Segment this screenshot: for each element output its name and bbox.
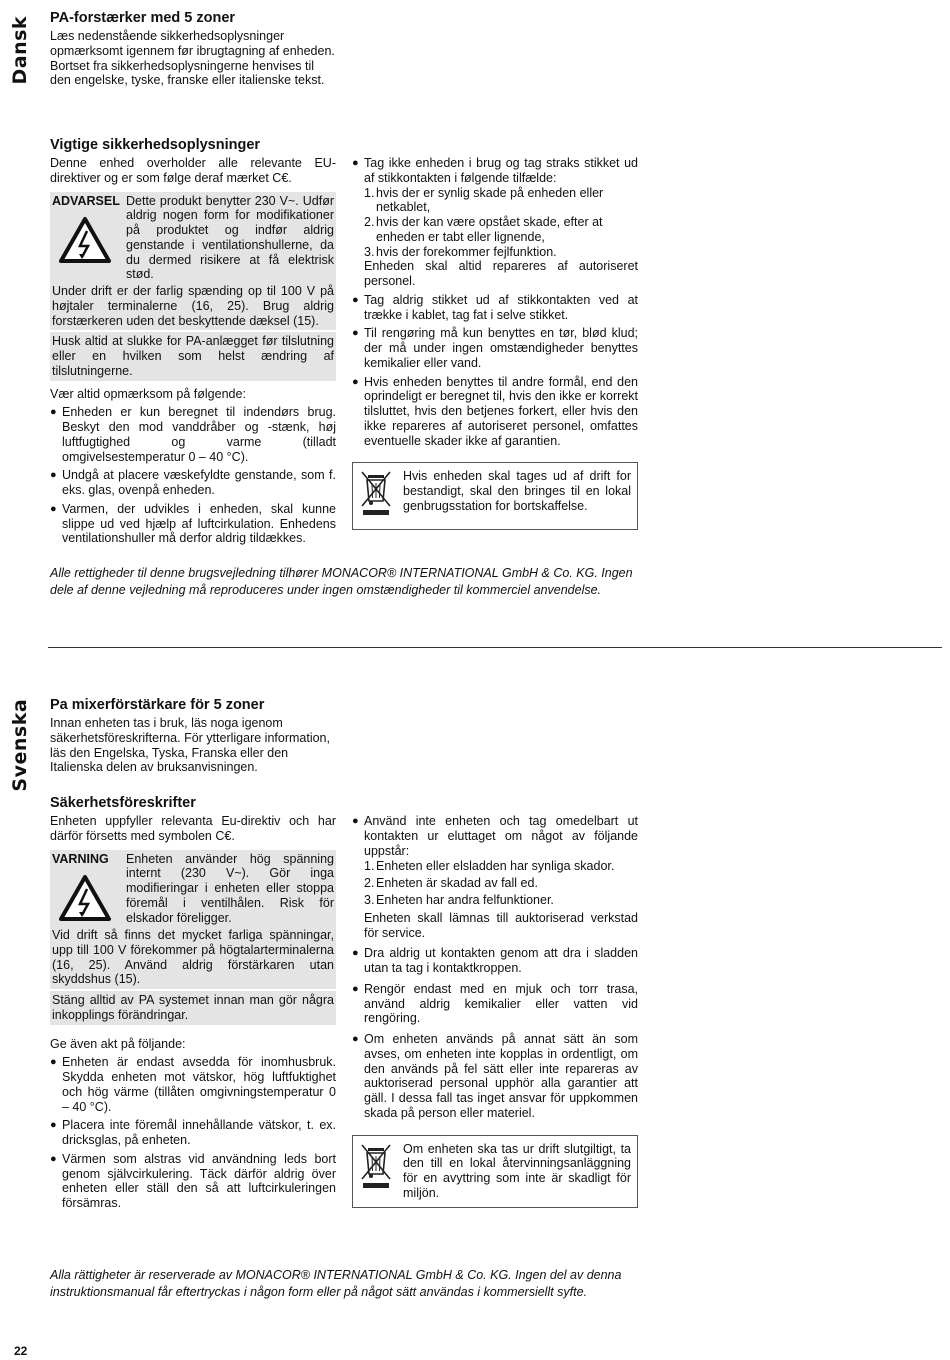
warning-box [50,192,336,381]
safety-heading: Säkerhetsföreskrifter [50,795,196,811]
safety-heading: Vigtige sikkerhedsoplysninger [50,137,261,153]
warning-voltage-text: Vid drift så finns det mycket farliga spänningar, upp till 100 V förekommer på högtalarterminalerna (16, 25). Använd aldrig förstärkaren utan skyddshus (15). [52,928,334,987]
numbered-item: 2. Enheten är skadad av fall ed. [364,876,538,891]
warning-switch-off-text: Husk altid at slukke for PA-anlægget før tilslutning eller en hvilken som helst ændring af tilslutningerne. [52,334,334,378]
copyright-notice-danish: Alle rettigheder til denne brugsvejledning tilhører MONACOR® INTERNATIONAL GmbH & Co. KG. Ingen dele af denne vejledning må reproduceres under ingen omstændigheder til kommerciel anvendelse. [50,566,633,597]
warning-voltage-text: Under drift er der farlig spænding op til 100 V på højtaler terminalerne (16, 25). Brug aldrig forstærkeren uden det beskyttende dæksel (15). [52,284,334,328]
page-title: Pa mixerförstärkare för 5 zoner [50,697,265,713]
high-voltage-warning-icon [58,874,126,926]
attention-text: Vær altid opmærksom på følgende: [50,386,246,401]
numbered-list [352,186,638,289]
language-label: Dansk [8,15,31,85]
list-item: ● Placera inte föremål innehållande vätskor, t. ex. dricksglas, på enheten. [50,1118,336,1148]
list-item: ● Enheden er kun beregnet til indendørs brug. Beskyt den mod vanddråber og -stænk, høj luftfugtighed og varme (tilladt omgivelsestemperatur 0 – 40 °C). [50,405,336,464]
list-item: ● Til rengøring må kun benyttes en tør, blød klud; der må under ingen omstændigheder benyttes kemikalier eller vand. [352,326,638,370]
repair-text: Enheten skall lämnas till auktoriserad verkstad för service. [364,910,638,940]
numbered-item: 1. hvis der er synlig skade på enheden eller netkablet, [364,185,604,215]
safety-intro: Enheten uppfyller relevanta Eu-direktiv och har därför försetts med symbolen C€. [50,814,336,843]
copyright-notice-swedish: Alla rättigheter är reserverade av MONACOR® INTERNATIONAL GmbH & Co. KG. Ingen del av denna instruktionsmanual får eftertryckas i någon form eller på något sätt användas i kommersiellt syfte. [50,1268,622,1299]
warning-text: Enheten använder hög spänning internt (230 V~). Gör inga modifieringar i enheten eller stoppa föremål i ventilhålen. Risk för elskador föreligger. [126,851,334,925]
list-item: ● Undgå at placere væskefyldte genstande, som f. eks. glas, ovenpå enheden. [50,468,336,498]
recycling-notice [352,1135,638,1208]
page-number: 22 [14,1344,28,1358]
list-item: ● Enheten är endast avsedda för inomhusbruk. Skydda enheten mot vätskor, hög luftfuktighet och hög värme (tillåten omgivningstemperatur 0 – 40 °C). [50,1055,336,1114]
safety-intro: Denne enhed overholder alle relevante EU-direktiver og er som følge deraf mærket C€. [50,156,336,185]
numbered-item: 3. Enheten har andra felfunktioner. [364,893,554,907]
intro-block-swedish [50,697,336,775]
list-item: ● Värmen som alstras vid användning leds bort genom självcirkulering. Täck därför aldrig över enheten eller ställ den så att luftcirkuleringen försämras. [50,1151,336,1211]
intro-text: Innan enheten tas i bruk, läs noga igenom säkerhetsföreskrifterna. För ytterligare information, läs den Engelska, Tyska, Franska eller den Italienska delen av bruksanvisningen. [50,716,330,775]
warning-label: ADVARSEL [52,193,120,208]
warning-text: Dette produkt benytter 230 V~. Udfør aldrig nogen form for modifikationer på produktet og indfør aldrig genstande i ventilationshullerne, da du dermed risikere at få elektrisk stød. [126,193,334,282]
page-title: PA-forstærker med 5 zoner [50,10,236,26]
recycling-text: Om enheten ska tas ur drift slutgiltigt, ta den till en lokal återvinningsanläggning för en avyttring som inte är skadligt för miljön. [403,1141,631,1200]
numbered-item: 1. Enheten eller elsladden har synliga skador. [364,859,615,874]
list-item: ● Om enheten används på annat sätt än som avses, om enheten inte kopplas in ordentligt, om den används på fel sätt eller inte repareras av auktoriserad personal upphör alla garantier att gäll. I dessa fall tas inget ansvar för uppkommen skada på person eller materiel. [352,1032,638,1120]
attention-text: Ge även akt på följande: [50,1036,186,1051]
list-item: ● Tag ikke enheden i brug og tag straks stikket ud af stikkontakten i følgende tilfælde: [352,156,638,185]
language-label: Svenska [8,698,31,792]
numbered-list [352,858,638,940]
list-item: ● Tag aldrig stikket ud af stikkontakten ved at trække i kablet, tag fat i selve stikket. [352,292,638,322]
safety-column-right-danish [352,156,638,530]
intro-text: Læs nedenstående sikkerhedsoplysninger opmærksomt igennem før ibrugtagning af enheden. Bortset fra sikkerhedsoplysningerne henvises til den engelske, tyske, franske eller italienske tekst. [50,29,335,88]
language-tab-danish [0,10,40,90]
repair-text: Enheden skal altid repareres af autoriseret personel. [364,259,638,288]
section-divider [48,647,942,648]
warning-switch-off-text: Stäng alltid av PA systemet innan man gör några inkopplings förändringar. [52,993,334,1022]
crossed-out-bin-icon [359,469,399,523]
safety-column-left-danish [50,137,336,546]
warning-box [50,850,336,1025]
safety-column-right-swedish [352,814,638,1208]
numbered-item: 2. hvis der kan være opstået skade, efter at enheden er tabt eller lignende, [364,215,603,244]
language-tab-swedish [0,695,40,795]
intro-block-danish [50,10,336,88]
recycling-text: Hvis enheden skal tages ud af drift for bestandigt, skal den bringes til en lokal genbrugsstation for bortskaffelse. [403,469,631,513]
list-item: ● Hvis enheden benyttes til andre formål, end den oprindeligt er beregnet til, hvis den ikke er korrekt tilsluttet, hvis den betjenes forkert, eller hvis den ikke repareres af autoriseret personel, omfattes eventuelle skader ikke af garantien. [352,374,638,448]
recycling-notice [352,462,638,530]
high-voltage-warning-icon [58,216,126,268]
list-item: ● Rengör endast med en mjuk och torr trasa, använd aldrig kemikalier eller vatten vid rengöring. [352,981,638,1026]
list-item: ● Använd inte enheten och tag omedelbart ut kontakten ur eluttaget om något av följande uppstår: [352,814,638,858]
safety-column-left-swedish [50,795,336,1211]
numbered-item: 3. hvis der forekommer fejlfunktion. [364,244,557,259]
list-item: ● Dra aldrig ut kontakten genom att dra i sladden utan ta tag i kontaktkroppen. [352,946,638,976]
warning-label: VARNING [52,851,109,866]
crossed-out-bin-icon [359,1142,399,1196]
list-item: ● Varmen, der udvikles i enheden, skal kunne slippe ud ved hjælp af luftcirkulation. Enhedens ventilationshuller må derfor aldrig tildækkes. [50,501,336,546]
